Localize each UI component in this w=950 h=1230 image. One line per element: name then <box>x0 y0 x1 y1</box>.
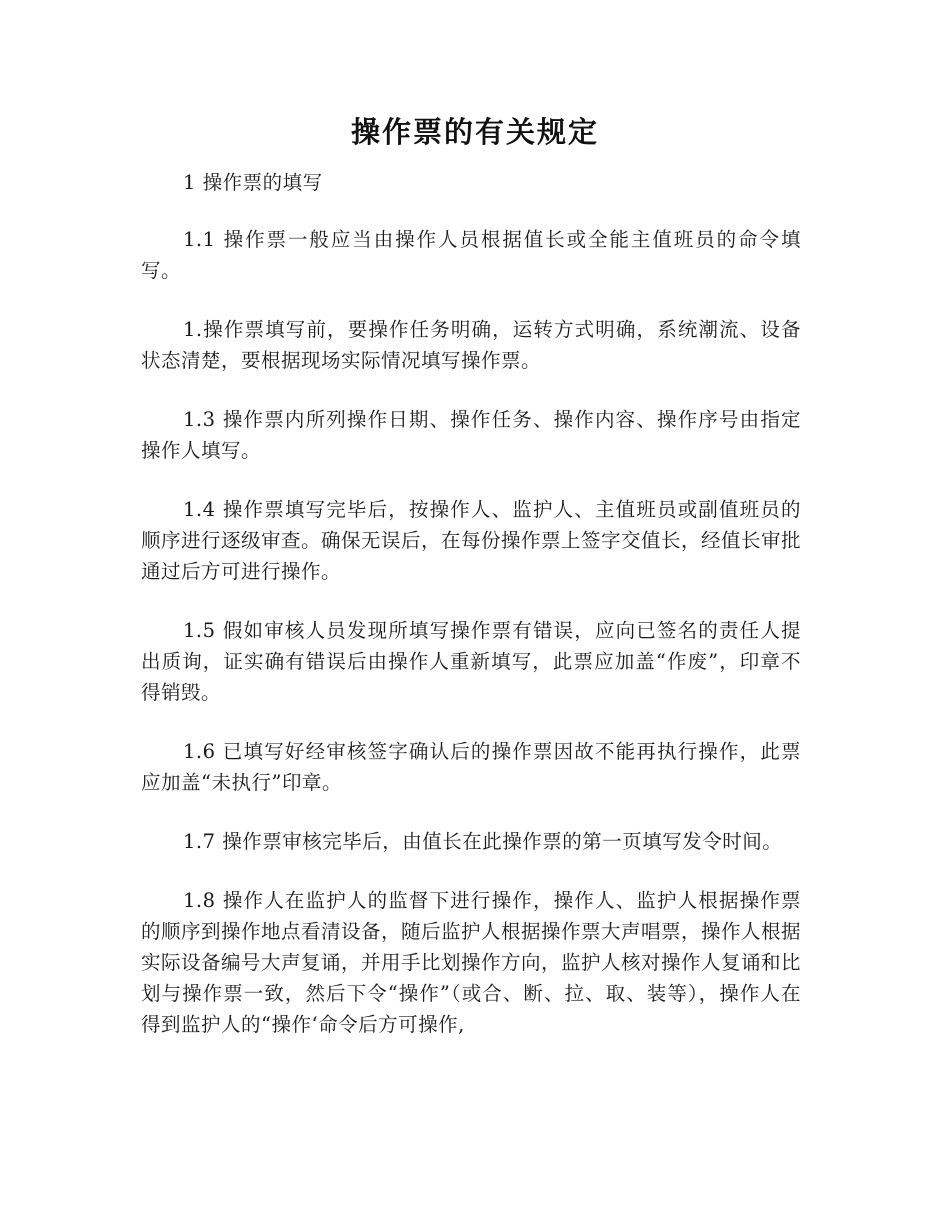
document-title: 操作票的有关规定 <box>350 115 599 149</box>
paragraph-1-2: 1.操作票填写前，要操作任务明确，运转方式明确，系统潮流、设备状态清楚，要根据现场实际情况填写操作票。 <box>141 318 801 372</box>
paragraph-1-7: 1.7 操作票审核完毕后，由值长在此操作票的第一页填写发令时间。 <box>183 830 783 853</box>
paragraph-1-6: 1.6 已填写好经审核签字确认后的操作票因故不能再执行操作，此票应加盖“未执行”印章。 <box>141 740 801 794</box>
paragraph-1-3: 1.3 操作票内所列操作日期、操作任务、操作内容、操作序号由指定操作人填写。 <box>141 408 801 462</box>
paragraph-1-8: 1.8 操作人在监护人的监督下进行操作，操作人、监护人根据操作票的顺序到操作地点看清设备，随后监护人根据操作票大声唱票，操作人根据实际设备编号大声复诵，并用手比划操作方向，监护人核对操作人复诵和比划与操作票一致，然后下令“操作”（或合、断、拉、取、装等），操作人在得到监护人的“操作‘命令后方可操作, <box>141 889 802 1036</box>
paragraph-1-1: 1.1 操作票一般应当由操作人员根据值长或全能主值班员的命令填写。 <box>141 228 801 282</box>
document-body <box>141 167 801 1068</box>
section-heading: 1 操作票的填写 <box>183 171 323 194</box>
paragraph-1-4: 1.4 操作票填写完毕后，按操作人、监护人、主值班员或副值班员的顺序进行逐级审查。确保无误后，在每份操作票上签字交值长，经值长审批通过后方可进行操作。 <box>141 498 802 583</box>
paragraph-1-5: 1.5 假如审核人员发现所填写操作票有错误，应向已签名的责任人提出质询，证实确有错误后由操作人重新填写，此票应加盖“作废”，印章不得销毁。 <box>141 619 801 704</box>
